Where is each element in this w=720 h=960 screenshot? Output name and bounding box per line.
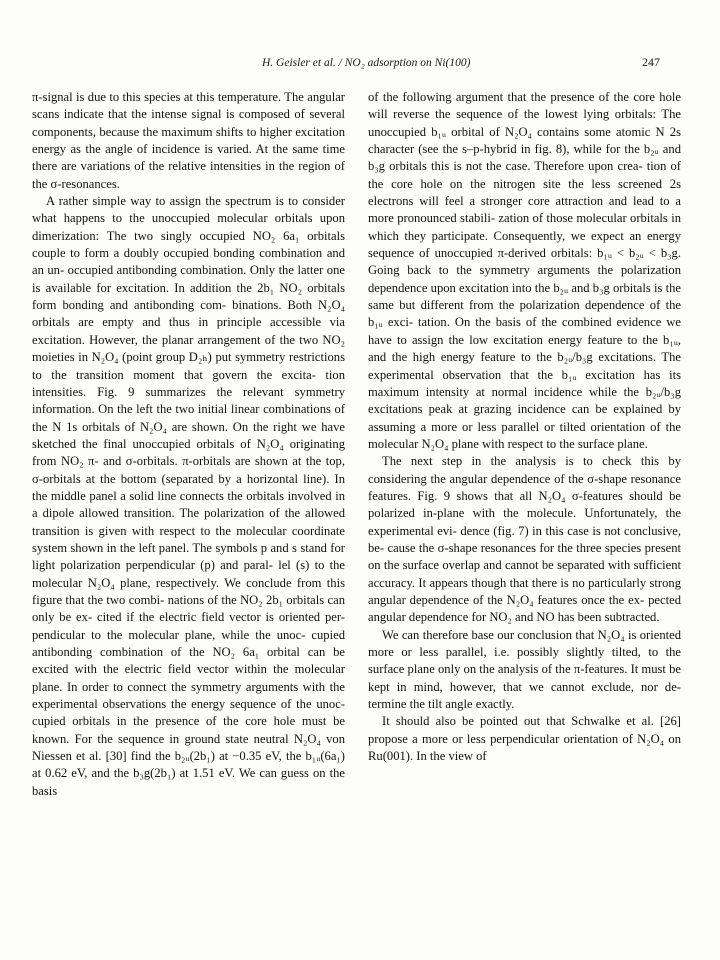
left-column [32, 89, 345, 800]
paragraph: A rather simple way to assign the spectrum is to consider what happens to the unoccupied molecular orbitals upon dimerization: The two singly occupied NO₂ 6a₁ orbitals couple to form a doubly occupied bonding combination and an un- occupied antibonding combination. Only the latter one is available for excitation. In addition the 2b₁ NO₂ orbitals form bonding and antibonding com- binations. Both N₂O₄ orbitals are empty and thus in principle accessible via excitation. However, the planar arrangement of the two NO₂ moieties in N₂O₄ (point group D₂ₕ) put symmetry restrictions to the transition moment that govern the excita- tion intensities. Fig. 9 summarizes the relevant symmetry information. On the left the two initial linear combinations of the N 1s orbitals of N₂O₄ are shown. On the right we have sketched the final unoccupied orbitals of N₂O₄ originating from NO₂ π- and σ-orbitals. π-orbitals are shown at the top, σ-orbitals at the bottom (separated by a horizontal line). In the middle panel a solid line connects the orbitals involved in a dipole allowed transition. The polarization of the allowed transition is given with respect to the molecular coordinate system shown in the left panel. The symbols p and s stand for light polarization perpendicular (p) and paral- lel (s) to the molecular N₂O₄ plane, respectively. We conclude from this figure that the two combi- nations of the NO₂ 2b₁ orbitals can only be ex- cited if the electric field vector is oriented per- pendicular to the molecular plane, while the unoc- cupied antibonding combination of the NO₂ 6a₁ orbital can be excited with the electric field vector within the molecular plane. In order to connect the symmetry arguments with the experimental observations the energy sequence of the unoc- cupied orbitals in the presence of the core hole must be known. For the sequence in ground state neutral N₂O₄ von Niessen et al. [30] find the b₂ᵤ(2b₁) at −0.35 eV, the b₁ᵤ(6a₁) at 0.62 eV, and the b₃g(2b₁) at 1.51 eV. We can guess on the basis [32, 194, 345, 798]
paragraph: of the following argument that the presence of the core hole will reverse the sequence of the lowest lying orbitals: The unoccupied b₁ᵤ orbital of N₂O₄ contains some atomic N 2s character (see the s–p-hybrid in fig. 8), while for the b₂ᵤ and b₃g orbitals this is not the case. Therefore upon crea- tion of the core hole on the nitrogen site the less screened 2s electrons will feel a stronger core attraction and lead to a more pronounced stabili- zation of those molecular orbitals in which they participate. Consequently, we expect an energy sequence of unoccupied π-derived orbitals: b₁ᵤ < b₂ᵤ < b₃g. Going back to the symmetry arguments the polarization dependence upon excitation into the b₂ᵤ and b₃g orbitals is the same but different from the polarization dependence of the b₁ᵤ exci- tation. On the basis of the combined evidence we have to assign the low excitation energy feature to the b₁ᵤ, and the high energy feature to the b₂ᵤ/b₃g excitations. The experimental observation that the b₁ᵤ excitation has its maximum intensity at normal incidence while the b₂ᵤ/b₃g excitations peak at grazing incidence can be explained by assuming a more or less parallel or tilted orientation of the molecular N₂O₄ plane with respect to the surface plane. [368, 90, 681, 451]
page-number: 247 [642, 55, 660, 69]
paragraph: The next step in the analysis is to check this by considering the angular dependence of the σ-shape resonance features. Fig. 9 shows that all N₂O₄ σ-features should be polarized in-plane with the molecule. Unfortunately, the experimental evi- dence (fig. 7) in this case is not conclusive, be- cause the σ-shape resonances for the three species present on the surface overlap and cannot be separated with sufficient accuracy. It appears though that there is no particularly strong angular dependence of the N₂O₄ features once the ex- pected angular dependence for NO₂ and NO has been subtracted. [368, 454, 681, 625]
page-header [0, 55, 720, 75]
paragraph: We can therefore base our conclusion that N₂O₄ is oriented more or less parallel, i.e. possibly slightly tilted, to the surface plane only on the analysis of the π-features. It must be kept in mind, however, that we cannot exclude, nor de- termine the tilt angle exactly. [368, 627, 681, 712]
paragraph: π-signal is due to this species at this temperature. The angular scans indicate that the intense signal is composed of several components, because the maximum shifts to higher excitation energy as the angle of incidence is varied. At the same time there are variations of the relative intensities in the region of the σ-resonances. [32, 90, 345, 191]
paragraph: It should also be pointed out that Schwalke et al. [26] propose a more or less perpendicular orientation of N₂O₄ on Ru(001). In the view of [368, 714, 681, 764]
running-head: H. Geisler et al. / NO₂ adsorption on Ni(100) [262, 57, 471, 69]
right-column [368, 89, 681, 765]
